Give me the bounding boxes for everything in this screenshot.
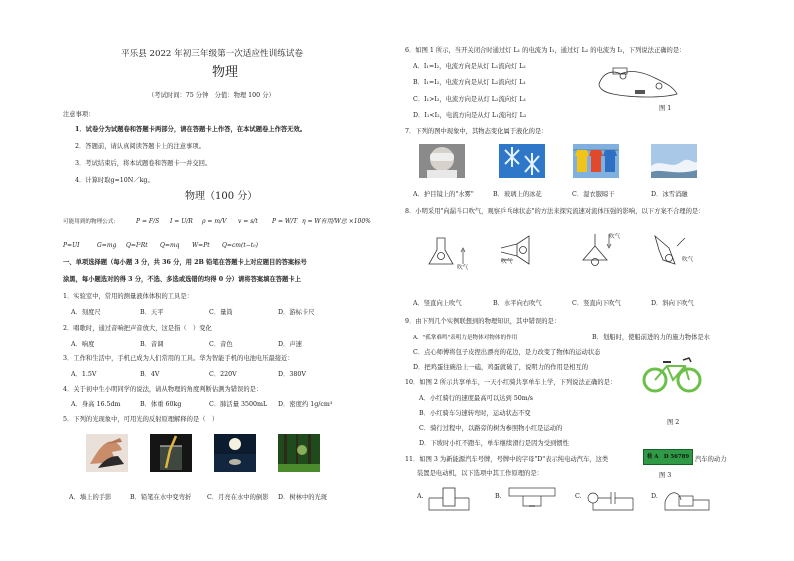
statement: C．点心师傅将包子皮捏出漂亮的花边，是力改变了物体的运动状态 xyxy=(413,349,601,356)
notice-item: 3．考试结束后，将本试题卷和答题卡一并交回。 xyxy=(75,160,212,167)
statement: C．骑行过程中，以路旁的树为参照物小红是运动的 xyxy=(419,425,563,432)
blow-label: 吹气 xyxy=(501,259,513,265)
blow-label: 吹气 xyxy=(682,257,694,263)
question-stem: 9．由下列几个实例联想到的物理知识，其中错误的是： xyxy=(405,318,561,325)
option: C．月亮在水中的倒影 xyxy=(207,494,269,501)
formula: Q=mq xyxy=(160,242,180,249)
formula: ρ = m/V xyxy=(202,218,227,225)
option: B．音调 xyxy=(140,341,164,348)
option: B．水平向右吹气 xyxy=(493,300,542,307)
notice-heading: 注意事项： xyxy=(63,111,95,118)
option: D．声速 xyxy=(278,341,302,348)
statement: A．小红骑行的速度最高可以达到 50m/s xyxy=(419,395,534,402)
option-a-circuit xyxy=(427,484,471,514)
formula: W=Pt xyxy=(192,242,210,249)
moon-reflection-image xyxy=(214,434,256,472)
license-plate xyxy=(643,449,693,465)
plate-text: 桂 A D 56789 xyxy=(647,454,690,460)
option: A．护目镜上的"水雾" xyxy=(413,191,474,198)
question-stem-end: 汽车的动力 xyxy=(695,456,727,463)
option: B．玻璃上的冰花 xyxy=(493,191,542,198)
melting-snow-image xyxy=(651,144,697,178)
option: B．体重 60kg xyxy=(140,401,182,408)
option: C．220V xyxy=(209,371,237,378)
notice-item: 2．答题前，请认真阅读答题卡上的注意事项。 xyxy=(75,143,205,150)
notice-item: 1．试卷分为试题卷和答题卡两部分，请在答题卡上作答，在本试题卷上作答无效。 xyxy=(75,126,307,133)
question-stem: 10．如图 2 所示共享单车，一天小红骑共享单车上学，下列说法正确的是： xyxy=(405,379,617,386)
statement: A．"孤掌难鸣"表明力是物体对物体的作用 xyxy=(413,335,518,341)
option: B．铅笔在水中变弯折 xyxy=(130,494,192,501)
formula: Q=I²Rt xyxy=(126,242,148,249)
statement: D．下坡时小红不蹬车，单车继续滑行是因为受到惯性 xyxy=(419,440,569,447)
option: C. xyxy=(575,493,582,500)
option: A．身高 16.5dm xyxy=(71,401,121,408)
foggy-goggles-image xyxy=(419,144,465,178)
option: C．湿衣服晾干 xyxy=(572,191,615,198)
option: B．I₁=I₂，电流方向是从灯 L₂流向灯 L₁ xyxy=(413,79,526,86)
blow-label: 吹气 xyxy=(609,234,621,240)
formula: P = W/T xyxy=(272,218,298,225)
option: A．I₁=I₂，电流方向是从灯 L₁流向灯 L₂ xyxy=(413,63,526,70)
option: A. xyxy=(417,493,424,500)
formula: I = U/R xyxy=(170,218,193,225)
option: B．天平 xyxy=(140,309,164,316)
question-stem: 3．工作和生活中，手机已成为人们常用的工具。华为智能手机的电池电压最接近： xyxy=(63,355,294,362)
option: D．冰雪消融 xyxy=(651,191,688,198)
wet-clothes-image xyxy=(573,144,619,178)
question-stem: 7．下列的图中现象中，其物态变化属于液化的是： xyxy=(405,128,548,135)
option: D．I₁<I₂，电流方向是从灯 L₁流向灯 L₂ xyxy=(413,112,527,119)
statement: B．划船时，使船前进的力的施力物体是水 xyxy=(592,334,710,341)
formula: G=mg xyxy=(97,242,117,249)
option-c-circuit xyxy=(583,482,637,514)
question-stem: 4．关于初中生小明同学的说法，请从物理的角度判断估测为错误的是： xyxy=(63,386,263,393)
option: D．游标卡尺 xyxy=(278,309,315,316)
part1-heading: 一、单项选择题（每小题 3 分，共 36 分，用 2B 铅笔在答题卡上对应题目的答案标号 xyxy=(63,259,307,266)
question-stem: 5．下列的光现象中，可用光的反射原理解释的是（ ） xyxy=(63,416,219,423)
pencil-in-water-image xyxy=(150,434,192,472)
question-stem: 1．实验室中，常用的测量液体体积的工具是： xyxy=(63,293,193,300)
shared-bike-image xyxy=(641,352,703,394)
forest-light-image xyxy=(278,434,320,472)
option-d-circuit xyxy=(659,482,715,514)
notice-item: 4．计算时取g=10N／kg。 xyxy=(75,177,154,184)
option: D．380V xyxy=(278,371,306,378)
section-title: 物理（100 分） xyxy=(185,191,258,202)
circuit-figure xyxy=(593,64,685,104)
option: C．竖直向下吹气 xyxy=(572,300,621,307)
formula: P = F/S xyxy=(136,218,160,225)
question-stem: 11．如图 3 为新能源汽车号牌，号牌中的字母"D"表示纯电动汽车，这类 xyxy=(405,456,609,463)
question-stem: 2．唱歌时，通过音响把声音放大，这是指（ ）变化 xyxy=(63,325,212,332)
formula: Q=cm(t−t₀) xyxy=(222,242,258,249)
figure-label: 图 3 xyxy=(659,472,672,479)
hand-shadow-image xyxy=(86,434,128,472)
option-b-circuit xyxy=(505,482,559,514)
option: A．竖直向上吹气 xyxy=(413,300,462,307)
formula: η = W有用/W总 ×100% xyxy=(302,218,371,225)
option: D．斜向下吹气 xyxy=(651,300,694,307)
statement: D．把鸡蛋往碗沿上一磕，鸡蛋就破了，说明力的作用是相互的 xyxy=(413,364,589,371)
part1-heading-2: 涂黑，每小题选对的得 3 分，不选、多选或选错的均得 0 分）请将答案填在答题卡上 xyxy=(63,276,301,283)
option: A．墙上的手影 xyxy=(69,494,112,501)
question-stem: 8．小明采用"向漏斗口吹气，观察乒乓球状态"的方法来探究流速对流体压强的影响，以下方案不合理的是： xyxy=(405,208,705,215)
figure-label: 图 1 xyxy=(659,105,672,112)
option: C．I₁>I₂，电流方向是从灯 L₂流向灯 L₁ xyxy=(413,96,527,103)
formula: v = s/t xyxy=(238,218,258,225)
option: D．树林中的光斑 xyxy=(278,494,328,501)
option: B．4V xyxy=(140,371,160,378)
option: A．1.5V xyxy=(71,371,97,378)
option: A．刻度尺 xyxy=(71,309,101,316)
frost-on-glass-image xyxy=(499,144,545,178)
option: C．量筒 xyxy=(209,309,233,316)
option: C．肺活量 3500mL xyxy=(209,401,268,408)
exam-info: （考试时间：75 分钟 分值：物理 100 分） xyxy=(148,92,275,99)
option: B. xyxy=(495,493,502,500)
statement: B．小红骑车匀速转弯时，运动状态不变 xyxy=(419,410,531,417)
exam-title: 平乐县 2022 年初三年级第一次适应性训练试卷 xyxy=(121,49,304,59)
funnel-blow-d-figure xyxy=(645,230,697,270)
option: D．密度约 1g/cm³ xyxy=(278,401,333,408)
question-stem: 6．如图 1 所示，当开关闭合时通过灯 L₁ 的电流为 I₁，通过灯 L₂ 的电流为 I₂，下列说法正确的是： xyxy=(405,47,686,54)
formula-label: 可能用到的物理公式： xyxy=(63,219,119,225)
blow-label: 吹气 xyxy=(457,265,469,271)
right-column xyxy=(397,0,794,561)
figure-label: 图 2 xyxy=(667,419,680,426)
option: C．音色 xyxy=(209,341,233,348)
option: A．响度 xyxy=(71,341,95,348)
formula: P=UI xyxy=(63,242,80,249)
subject-title: 物理 xyxy=(212,65,239,80)
question-stem-2: 装置是电动机，以下选项中其工作原理的是： xyxy=(417,470,543,477)
option: D. xyxy=(651,493,658,500)
